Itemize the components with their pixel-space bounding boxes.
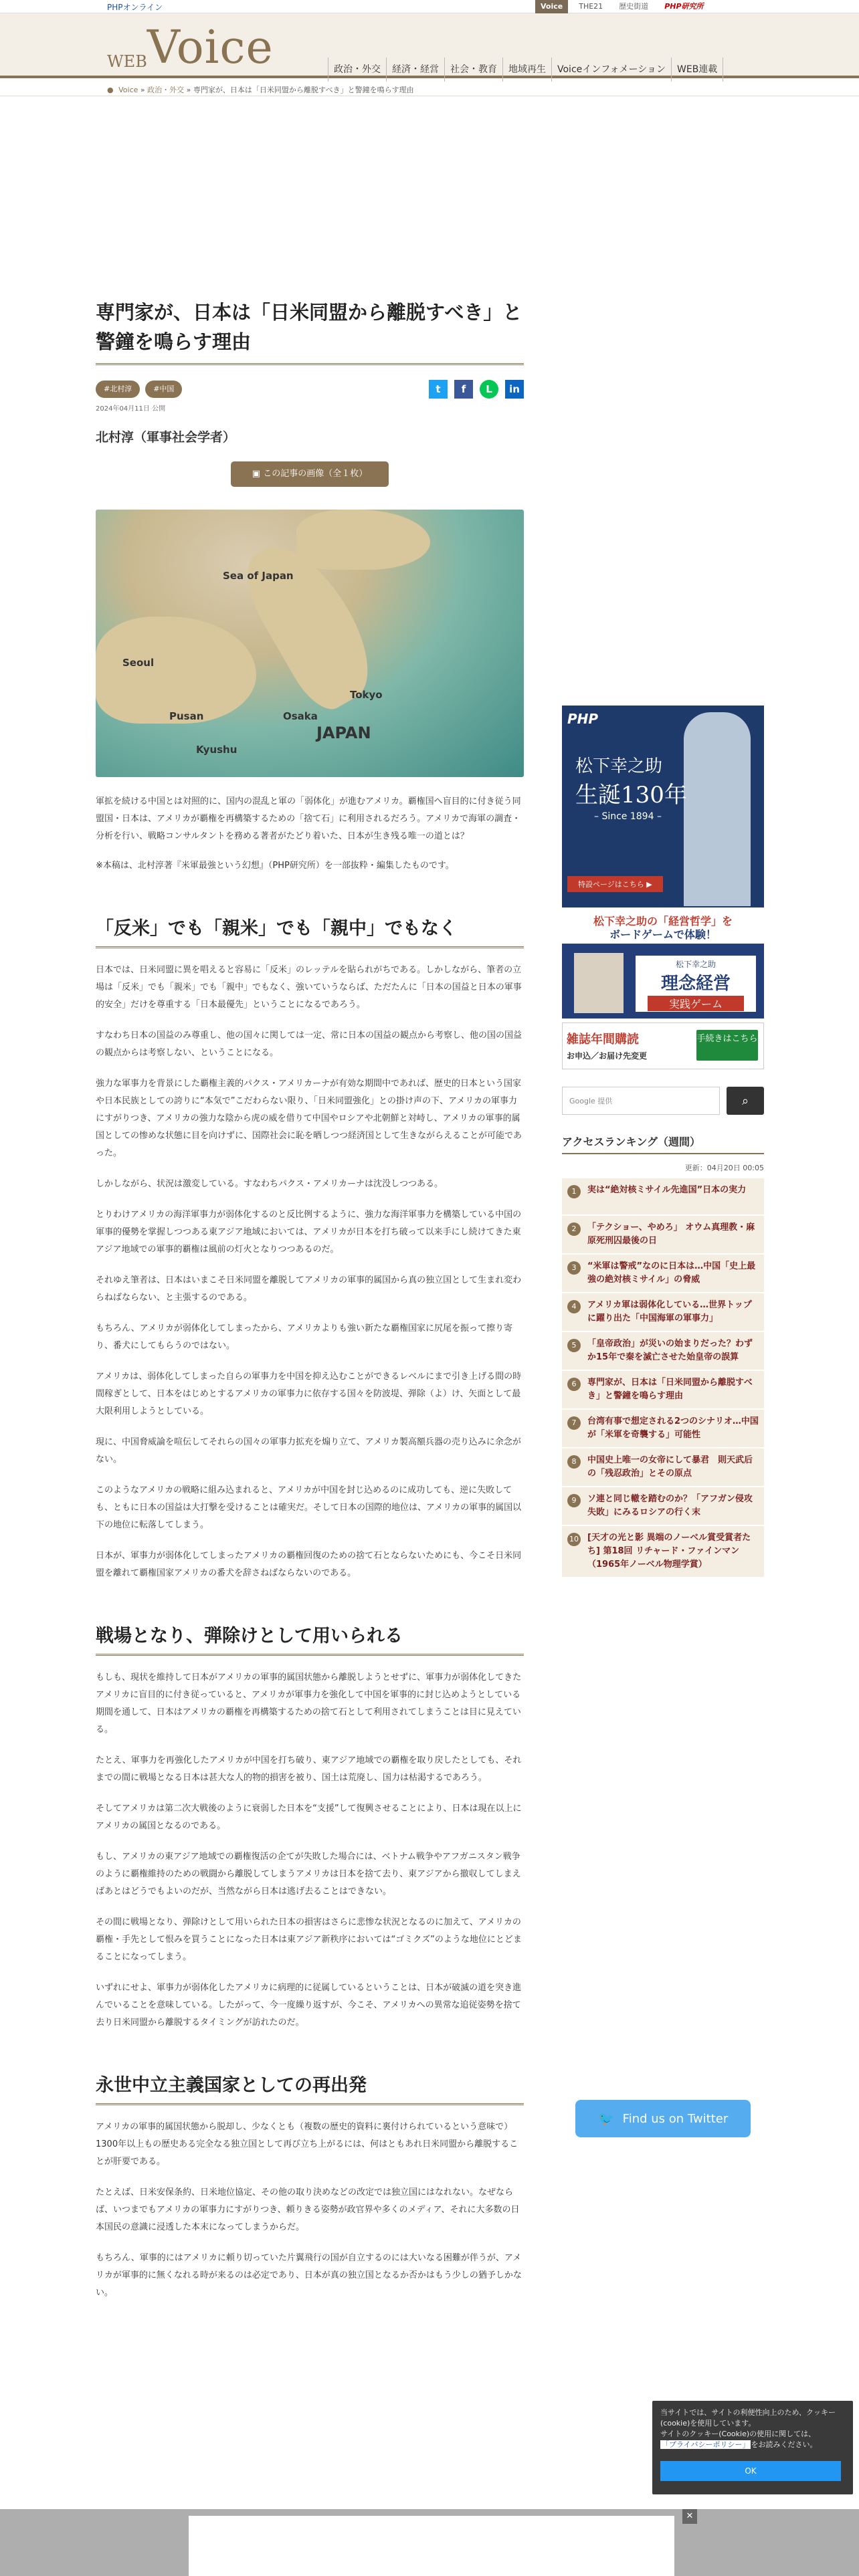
privacy-policy-link[interactable]: 「プライバシーポリシー」 xyxy=(662,2440,750,2449)
twitter-bird-icon: 🐦 xyxy=(597,2111,615,2127)
site-php[interactable]: PHP研究所 xyxy=(664,2,704,11)
paragraph: もちろん、軍事的にはアメリカに頼り切っていた片翼飛行の国が自立するのには大いなる困難が伴うが、アメリカが軍事的に無くなれる時が来るのは必定であり、日本が真の独立国となるか否かはもう少しの猶予しかない。 xyxy=(96,2253,522,2298)
ad2-game-tag: 実践ゲーム xyxy=(648,996,744,1011)
close-icon[interactable]: ✕ xyxy=(682,2509,697,2524)
nav-region[interactable]: 地域再生 xyxy=(502,58,551,82)
paragraph: その間に戦場となり、弾除けとして用いられた日本の損害はさらに悲惨な状況となるのに加えて、アメリカの覇権・手先として恨みを買うことになった日本は東アジア新秩序においては“ゴミクズ”のような地位にとどまることになってしまう。 xyxy=(96,1917,522,1962)
twitter-share-icon[interactable]: t xyxy=(429,380,448,399)
paragraph: アメリカの軍事的属国状態から脱却し、少なくとも（複数の歴史的資料に裏付けられているという意味で）1300年以上もの歴史ある完全なる独立国として再び立ち上がるには、何はともあれ日米同盟から離脱することが肝要である。 xyxy=(96,2122,518,2167)
publish-date: 2024年04月11日 公開 xyxy=(96,405,166,413)
home-icon: ● xyxy=(107,86,114,94)
search-button[interactable] xyxy=(727,1087,764,1115)
nav-economy[interactable]: 経済・経営 xyxy=(386,58,444,82)
line-share-icon[interactable]: L xyxy=(480,380,498,399)
subscription-ad[interactable] xyxy=(562,1023,764,1069)
paragraph: 日本が、軍事力が弱体化してしまったアメリカの覇権回復のための捨て石とならないためにも、今こそ日米同盟を離れて覇権国家アメリカの番犬を辞さねばならないのである。 xyxy=(96,1551,522,1578)
map-label-tokyo: Tokyo xyxy=(350,689,383,701)
rank-number: 6 xyxy=(567,1378,581,1391)
share-buttons xyxy=(429,380,524,399)
rank-link[interactable]: 台湾有事で想定される2つのシナリオ…中国が「米軍を奇襲する」可能性 xyxy=(587,1416,759,1440)
tags-row xyxy=(96,380,524,399)
ad3-sub: お申込／お届け先変更 xyxy=(567,1051,648,1061)
article xyxy=(96,298,524,2302)
ranking-item[interactable] xyxy=(562,1410,764,1448)
rank-number: 9 xyxy=(567,1494,581,1507)
rank-link[interactable]: 「皇帝政治」が災いの始まりだった？わずか15年で秦を滅亡させた始皇帝の誤算 xyxy=(587,1339,753,1362)
paragraph: アメリカは、弱体化してしまった自らの軍事力を中国を抑え込むことができるレベルにまで引き上げる間の時間稼ぎとして、日本をはじめとするアメリカの軍事力に依存する国々を防波堤、弾除（よ）け、矢面として最大限利用しようとしている。 xyxy=(96,1372,522,1416)
paragraph: とりわけアメリカの海洋軍事力が弱体化するのと反比例するように、強力な海洋軍事力を構築している中国の軍事的優勢を掌握しつつある東アジア地域においては、アメリカが日本を打ち破って以来手にし続けてきた東アジア地域での軍事的覇権は風前の灯火となりつつあるのだ。 xyxy=(96,1210,522,1255)
cookie-text2: サイトのクッキー(Cookie)の使用に関しては、 xyxy=(660,2430,816,2438)
paragraph: しかしながら、状況は激変している。すなわちパクス・アメリカーナは沈没しつつある。 xyxy=(96,1179,443,1189)
ranking-item[interactable] xyxy=(562,1448,764,1487)
ad3-button[interactable]: 手続きはこちら xyxy=(696,1030,758,1061)
breadcrumb: ● Voice » 政治・外交 » 専門家が、日本は「日米同盟から離脱すべき」と警鐘を鳴らす理由 xyxy=(107,86,414,94)
paragraph: このようなアメリカの戦略に組み込まれると、アメリカが中国を封じ込めるのに成功しても、逆に失敗しても、ともに日本の国益は大打撃を受けることは確実だ。そして日本の国際的地位は、アメリカの軍事的属国以下の地位に転落してしまう。 xyxy=(96,1485,522,1530)
ad2-portrait xyxy=(574,953,624,1013)
paragraph: たとえ、軍事力を再強化したアメリカが中国を打ち破り、東アジア地域での覇権を取り戻したとしても、それまでの間に戦場となる日本は甚大な人的物的損害を被り、国土は荒廃し、国力は枯渇するであろう。 xyxy=(96,1755,522,1783)
image-button-label: この記事の画像（全１枚） xyxy=(263,469,368,479)
ad1-line1: 松下幸之助 xyxy=(575,756,663,776)
site-voice[interactable]: Voice xyxy=(535,0,568,13)
ranking-list xyxy=(562,1178,764,1578)
section-heading-1: 「反米」でも「親米」でも「親中」でもなく xyxy=(96,914,524,948)
bottom-ad-slot[interactable] xyxy=(189,2516,674,2576)
paragraph: 強力な軍事力を背景にした覇権主義的パクス・アメリカーナが有効な期間中であれば、歴史的日本という国家や日本民族としての誇りに“本気で”こだわらない限り、「日米同盟強化」との掛け声の下、アメリカの軍事力にすがりつき、アメリカの強力な陰から虎の威を借りて中国やロシアや北朝鮮と対峙し、アメリカの軍事的属国としての惨めな状態に目を向けずに、国際社会に恥を晒しつつ経済国として生きながらえることが可能であった。 xyxy=(96,1079,522,1158)
site-links xyxy=(535,0,709,13)
search-row xyxy=(562,1087,764,1115)
paragraph: もしも、現状を維持して日本がアメリカの軍事的属国状態から離脱しようとせずに、軍事力が弱体化してきたアメリカに盲目的に付き従っていると、アメリカが軍事力を強化して中国を軍事的に封じ込めようとしている期間を通して、日本はアメリカの覇権を再構築するための捨て石として利用されてしまうことは目に見えている。 xyxy=(96,1673,522,1735)
article-note: ※本稿は、北村淳著『米軍最強という幻想』（PHP研究所）を一部抜粋・編集したものです。 xyxy=(96,861,454,871)
ad1-line2: 生誕130年 xyxy=(575,782,687,809)
ad2-line2: ボードゲームで体験！ xyxy=(609,928,717,941)
nav-web-series[interactable]: WEB連載 xyxy=(671,58,723,82)
map-label-japan: JAPAN xyxy=(316,724,371,742)
breadcrumb-voice[interactable]: Voice xyxy=(118,86,138,94)
rank-link[interactable]: ソ連と同じ轍を踏むのか？「アフガン侵攻失敗」にみるロシアの行く末 xyxy=(587,1494,753,1517)
paragraph: そしてアメリカは第二次大戦後のように衰弱した日本を“支援”して復興させることにより、日本は現在以上にアメリカの属国となるのである。 xyxy=(96,1804,522,1831)
logo-voice: Voice xyxy=(147,21,274,74)
map-label-kyushu: Kyushu xyxy=(196,744,237,756)
ranking-item[interactable] xyxy=(562,1178,764,1216)
tag-china[interactable]: #中国 xyxy=(145,381,182,398)
site-rekishi[interactable]: 歴史街道 xyxy=(619,2,649,11)
breadcrumb-politics[interactable]: 政治・外交 xyxy=(147,86,185,94)
article-images-button[interactable] xyxy=(231,461,389,487)
ranking-item[interactable] xyxy=(562,1255,764,1293)
search-icon: ⌕ xyxy=(741,1093,749,1108)
paragraph: もちろん、アメリカが弱体化してしまったから、アメリカよりも強い新たな覇権国家に尻尾を振って擦り寄り、番犬にしてもらうのではない。 xyxy=(96,1323,512,1351)
ranking-item[interactable] xyxy=(562,1216,764,1255)
cookie-banner xyxy=(652,2401,853,2494)
ad2-game-box xyxy=(636,956,756,1012)
ranking-item[interactable] xyxy=(562,1371,764,1410)
ranking-item[interactable] xyxy=(562,1332,764,1371)
ad2-game-sub: 松下幸之助 xyxy=(675,960,716,969)
rank-number: 3 xyxy=(567,1261,581,1275)
sidebar xyxy=(562,706,764,1578)
site-logo[interactable] xyxy=(107,21,274,74)
rank-link[interactable]: 実は“絶対核ミサイル先進国”日本の実力 xyxy=(587,1185,747,1195)
ad2-header xyxy=(562,913,764,944)
rank-number: 7 xyxy=(567,1416,581,1430)
rank-number: 8 xyxy=(567,1455,581,1469)
board-game-ad[interactable] xyxy=(562,913,764,1018)
rank-link[interactable]: “米軍は警戒”なのに日本は…中国「史上最強の絶対核ミサイル」の脅威 xyxy=(587,1261,756,1285)
breadcrumb-bar xyxy=(0,82,859,96)
image-icon: ▣ xyxy=(252,469,264,479)
search-input[interactable]: Google 提供 xyxy=(562,1087,720,1115)
paragraph: 日本では、日米同盟に異を唱えると容易に「反米」のレッテルを貼られがちである。しかしながら、筆者の立場は「反米」でも「親米」でも「親中」でもなく、強いていうならば、ただたんに「日本の国益と日本の軍事的安全」だけを尊重する「日本最優先」ということになるであろう。 xyxy=(96,965,522,1010)
map-label-pusan: Pusan xyxy=(169,710,204,722)
ad-php-logo: PHP xyxy=(567,711,599,727)
linkedin-share-icon[interactable]: in xyxy=(505,380,524,399)
main-nav xyxy=(328,58,723,82)
map-label-osaka: Osaka xyxy=(283,710,318,722)
author: 北村淳（軍事社会学者） xyxy=(96,430,236,445)
ad2-game-title: 理念経営 xyxy=(660,974,731,994)
rank-link[interactable]: 中国史上唯一の女帝にして暴君 則天武后の「残忍政治」とその原点 xyxy=(587,1455,753,1479)
paragraph: すなわち日本の国益のみ尊重し、他の国々に関しては一定、常に日本の国益の観点から考察し、他の国の国益の観点からは考察しない、ということになる。 xyxy=(96,1031,522,1058)
article-title: 専門家が、日本は「日米同盟から離脱すべき」と警鐘を鳴らす理由 xyxy=(96,298,524,365)
ranking-item[interactable] xyxy=(562,1293,764,1332)
ranking-updated: 更新：04月20日 00:05 xyxy=(684,1164,764,1172)
paragraph: たとえば、日米安保条約、日米地位協定、その他の取り決めなどの改定では独立国にはなれない。なぜならば、いつまでもアメリカの軍事力にすがりつき、頼りきる姿勢が政官界や多くのメディア、それに大多数の日本国民の意識に浸透した本末になってしまうからだ。 xyxy=(96,2187,520,2232)
rank-number: 2 xyxy=(567,1222,581,1236)
section-heading-2: 戦場となり、弾除けとして用いられる xyxy=(96,1621,524,1656)
twitter-label: Find us on Twitter xyxy=(622,2111,729,2126)
rank-number: 4 xyxy=(567,1300,581,1313)
map-label-seoul: Seoul xyxy=(122,657,155,669)
php-130th-ad[interactable] xyxy=(562,706,764,907)
nav-info[interactable]: Voiceインフォメーション xyxy=(551,58,671,82)
nav-society[interactable]: 社会・教育 xyxy=(444,58,502,82)
rank-link[interactable]: アメリカ軍は弱体化している…世界トップに躍り出た「中国海軍の軍事力」 xyxy=(587,1300,752,1323)
rank-number: 10 xyxy=(567,1533,581,1546)
rank-link[interactable]: 「テクショー、やめろ」 オウム真理教・麻原死刑囚最後の日 xyxy=(587,1222,755,1246)
ad-portrait xyxy=(684,712,751,906)
php-online-link[interactable]: PHPオンライン xyxy=(107,3,163,12)
rank-link[interactable]: [天才の光と影 異端のノーベル賞受賞者たち] 第18回 リチャード・ファインマン（1965年ノーベル物理学賞） xyxy=(587,1533,751,1570)
paragraph: 現に、中国脅威論を喧伝してそれらの国々の軍事力拡充を煽り立て、アメリカ製高額兵器の売り込みに余念がない。 xyxy=(96,1437,521,1465)
rank-number: 5 xyxy=(567,1339,581,1352)
twitter-follow-button[interactable] xyxy=(575,2100,751,2137)
cookie-ok-button[interactable]: OK xyxy=(660,2461,841,2481)
ranking-item[interactable] xyxy=(562,1526,764,1578)
facebook-share-icon[interactable]: f xyxy=(454,380,473,399)
ranking-item[interactable] xyxy=(562,1487,764,1526)
site-the21[interactable]: THE21 xyxy=(579,2,603,11)
cookie-text3: をお読みください。 xyxy=(751,2440,818,2449)
paragraph: もし、アメリカの東アジア地域での覇権復活の企てが失敗した場合には、ベトナム戦争やアフガニスタン戦争のように覇権維持のための戦闘から離脱してしまうアメリカは日本を捨て去り、東アジアから撤収してしまえばあとはどうでもよいのだが、当然ながら日本は逃げ去ることはできない。 xyxy=(96,1852,521,1897)
nav-politics[interactable]: 政治・外交 xyxy=(328,58,386,82)
ranking-title: アクセスランキング（週間） xyxy=(562,1134,764,1154)
ad1-line3: – Since 1894 – xyxy=(594,811,662,822)
article-lead: 軍拡を続ける中国とは対照的に、国内の混乱と軍の「弱体化」が進むアメリカ。覇権国へ盲目的に付き従う同盟国・日本は、アメリカが覇権を再構築するための「捨て石」に利用されるだろう。アメリカで海軍の調査・分析を行い、戦略コンサルタントを務める著者がたどり着いた、日本が生き残る唯一の道とは？ xyxy=(96,796,521,841)
map-label-sea: Sea of Japan xyxy=(223,570,294,582)
cookie-text1: 当サイトでは、サイトの利便性向上のため、クッキー(cookie)を使用しています。 xyxy=(660,2408,836,2428)
logo-web: WEB xyxy=(107,52,147,71)
hero-image-globe-map xyxy=(96,510,524,777)
rank-number: 1 xyxy=(567,1185,581,1198)
rank-link[interactable]: 専門家が、日本は「日米同盟から離脱すべき」と警鐘を鳴らす理由 xyxy=(587,1378,753,1401)
paragraph: いずれにせよ、軍事力が弱体化したアメリカに病理的に従属しているということは、日本が破滅の道を突き進んでいることを意味している。したがって、今一度繰り返すが、今こそ、アメリカへの異常な追従姿勢を捨て去り日米同盟から離脱するタイミングが訪れたのだ。 xyxy=(96,1983,522,2028)
ad3-title: 雑誌年間購読 xyxy=(567,1033,639,1047)
top-bar xyxy=(0,0,859,13)
ad2-line1: 松下幸之助の「経営哲学」を xyxy=(593,915,733,928)
tag-kitamura[interactable]: #北村淳 xyxy=(96,381,140,398)
section-heading-3: 永世中立主義国家としての再出発 xyxy=(96,2070,524,2105)
bottom-ad-bar xyxy=(0,2509,859,2576)
breadcrumb-current: 専門家が、日本は「日米同盟から離脱すべき」と警鐘を鳴らす理由 xyxy=(193,86,414,94)
ad1-cta-button[interactable]: 特設ページはこちら ▶ xyxy=(567,876,663,892)
paragraph: それゆえ筆者は、日本はいまこそ日米同盟を離脱してアメリカの軍事的属国から真の独立国として生まれ変わらねばならない、と主張するのである。 xyxy=(96,1275,522,1303)
